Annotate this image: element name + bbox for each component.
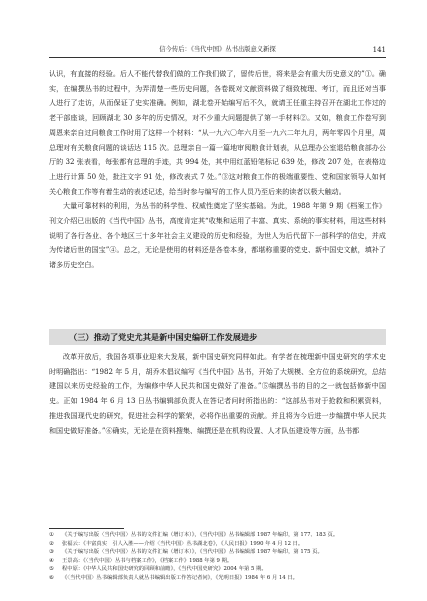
footnote-text: 张福云：《丰富真实 引人入胜——介绍〈当代中国〉丛书湖北卷》，《人民日报》1990 年 4 月 12 日。 [62, 540, 304, 547]
footnotes [49, 531, 386, 583]
footnote [49, 540, 386, 549]
paragraph: 认识，有直接的经验。后人不能代替我们做的工作我们做了，留传后世，将来是会有重大历史意义的”①。确实，在编撰丛书的过程中，为弄清楚一些历史问题，各卷既对文献资料做了细致梳理、考订，而且还对当事人进行了走访，从而保证了史实准确。例如，湖北卷开始编写后不久，就请王任重主持召开在湖北工作过的老干部座谈，回顾湖北 30 多年的历史情况，对不少重大问题提供了第一手材料②。又如，粮食工作卷写到周恩来亲自过问粮食工作时用了这样一个材料：“从一九六〇年六月至一九六二年九月，两年零四个月里，周总理对有关粮食问题的谈话达 115 次。总理亲自一篇一篇地审阅粮食计划表，从总理办公室退给粮食部办公厅的 32 张表看，每张都有总理的手迹，共 994 处，其中用红蓝铅笔标记 639 处，修改 207 处，在表格边上进行计算 50 处，批注文字 91 处，修改表式 7 处。”③这对粮食工作的极端重要性、党和国家领导人如何关心粮食工作等有着生动的表述记述，给当时参与编写的工作人员乃至后来的读者以极大触动。 [49, 69, 386, 196]
footnote-text: 程中原：《中华人民共和国史研究的回顾和前瞻》，《当代中国史研究》2004 年第 5 期。 [62, 566, 267, 573]
body-text-top [49, 67, 386, 273]
footnote [49, 574, 386, 583]
footnote-text: 《〈当代中国〉丛书编辑部负责人就丛书编辑出版工作答记者问》，《光明日报》1984 年 6 月 14 日。 [62, 574, 298, 581]
footnote-text: 《关于编写出版〈当代中国〉丛书的文件汇编（增订本）》，《当代中国》丛书编辑部 1987 年编印，第 177、183 页。 [62, 532, 339, 538]
running-title: 信今传后：《当代中国》丛书出版意义新探 [159, 46, 276, 53]
footnote-rule [49, 528, 124, 529]
footnote [49, 531, 386, 540]
body-text-bottom [49, 350, 386, 438]
footnote-mark: ⑥ [49, 574, 54, 581]
footnote-text: 王景高：《〈当代中国〉丛书与档案工作》，《档案工作》1988 年第 9 期。 [62, 557, 233, 564]
running-head [49, 45, 386, 58]
footnote-mark: ⑤ [49, 566, 54, 573]
footnote-mark: ④ [49, 557, 54, 564]
footnote [49, 557, 386, 566]
section-heading: （三）推动了党史尤其是新中国史编研工作发展进步 [49, 329, 386, 345]
footnote-mark: ② [49, 540, 54, 547]
footnote-text: 《关于编写出版〈当代中国〉丛书的文件汇编（增订本）》，《当代中国》丛书编辑部 1987 年编印，第 175 页。 [62, 549, 323, 556]
footnote-mark: ③ [49, 549, 54, 556]
paragraph: 改革开放后，我国各项事业迎来大发展，新中国史研究同样如此。有学者在梳理新中国史研究的学术史时明确指出：“1982 年 5 月，胡乔木倡议编写《当代中国》丛书，开始了大规模、全方位的系统研究，总结建国以来历史经验的工作，为编修中华人民共和国史做好了准备。”⑤编撰丛书的目的之一就包括修新中国史。正如 1984 年 6 月 13 日丛书编辑部负责人在答记者问时所指出的：“这部丛书对于抢救和积累资料，推进我国现代史的研究，促进社会科学的繁荣，必将作出重要的贡献。并且将为今后进一步编撰中华人民共和国史做好准备。”⑥确实，无论是在资料搜集、编撰还是在机构设置、人才队伍建设等方面，丛书都 [49, 352, 386, 435]
footnote-mark: ① [49, 532, 54, 538]
paragraph: 大量可靠材料的利用，为丛书的科学性、权威性奠定了坚实基础。为此，1988 年第 9 期《档案工作》刊文介绍已出版的《当代中国》丛书，高度肯定其“收集和运用了丰富、真实、系统的事实材料，用这些材料说明了各行各业、各个地区三十多年社会主义建设的历史和经验，为世人为后代留下一部科学的信史，并成为传诸后世的国宝”④。总之，无论是使用的材料还是各卷本身，都堪称重要的党史、新中国史文献，填补了诸多历史空白。 [49, 201, 386, 270]
page-number: 141 [372, 46, 386, 54]
footnote [49, 548, 386, 557]
footnote [49, 565, 386, 574]
